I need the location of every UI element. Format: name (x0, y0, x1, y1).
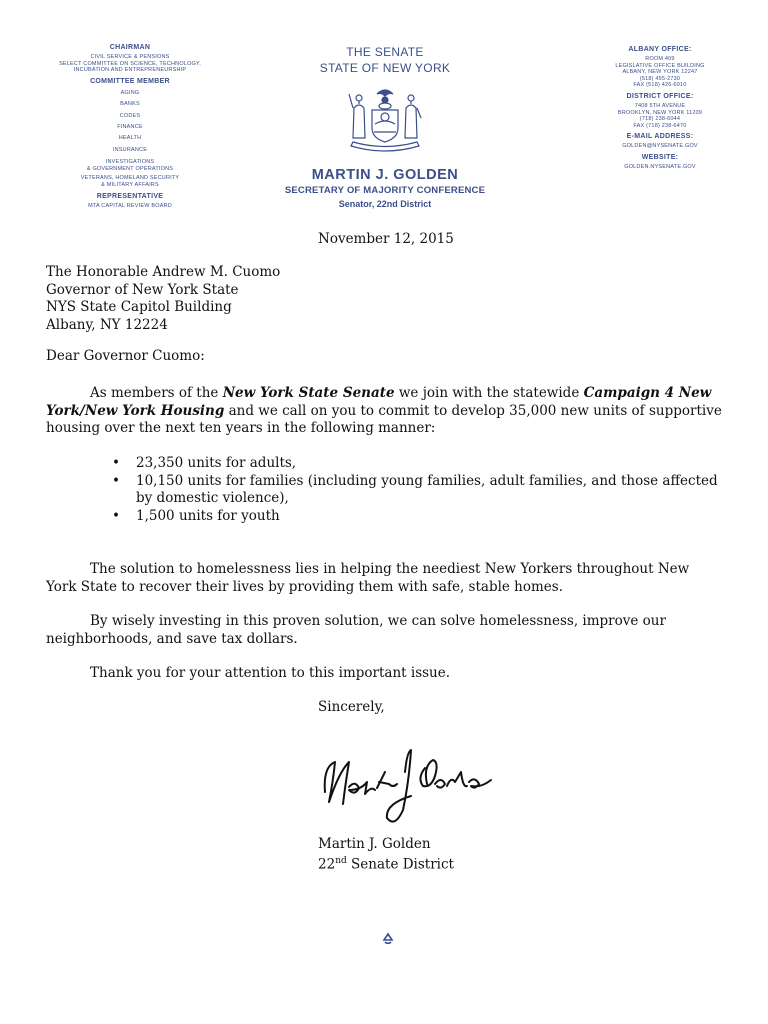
committee-line: CODES (119, 112, 141, 119)
paragraph-thanks: Thank you for your attention to this important issue. (90, 665, 451, 681)
new-york-state-seal-icon (339, 84, 431, 164)
paragraph-text: By wisely investing in this proven solution, we can solve homelessness, improve our neighborhoods, and save tax dollars. (46, 613, 666, 647)
committee-line: & MILITARY AFFAIRS (101, 182, 159, 188)
signer-name: Martin J. Golden (318, 836, 431, 852)
paragraph-intro (46, 385, 722, 438)
email-address: GOLDEN@NYSENATE.GOV (622, 143, 698, 150)
email-heading: E-MAIL ADDRESS: (626, 133, 694, 141)
paragraph-solution (46, 561, 722, 596)
district-office-heading: DISTRICT OFFICE: (626, 92, 694, 100)
senator-role: SECRETARY OF MAJORITY CONFERENCE (284, 185, 486, 196)
senate-title: THE SENATE (346, 45, 424, 59)
letter-date: November 12, 2015 (318, 231, 454, 247)
letterhead-center (270, 44, 500, 209)
list-item: • 10,150 units for families (including young families, adult families, and those affected by domestic violence), (110, 473, 730, 508)
committee-line: VETERANS, HOMELAND SECURITY (80, 175, 180, 182)
senator-name: MARTIN J. GOLDEN (311, 167, 459, 183)
list-item: • 23,350 units for adults, (110, 455, 730, 473)
albany-office-heading: ALBANY OFFICE: (628, 46, 692, 53)
district-number: 22 (318, 856, 336, 873)
state-title: STATE OF NEW YORK (319, 61, 451, 75)
committee-heading: COMMITTEE MEMBER (90, 77, 170, 85)
committee-line: & GOVERNMENT OPERATIONS (86, 165, 174, 172)
address-line: The Honorable Andrew M. Cuomo (46, 264, 281, 280)
albany-office-line: FAX (518) 426-6910 (633, 82, 687, 89)
district-office-line: 7408 5TH AVENUE (634, 102, 686, 109)
salutation: Dear Governor Cuomo: (46, 348, 205, 364)
committee-line: INVESTIGATIONS (105, 159, 155, 166)
address-line: Governor of New York State (46, 281, 239, 298)
housing-units-list (110, 455, 730, 525)
paragraph-text: we join with the statewide (394, 385, 584, 401)
district-ordinal: nd (335, 856, 347, 866)
albany-office-line: LEGISLATIVE OFFICE BUILDING (615, 62, 705, 69)
district-office-line: (718) 238-6044 (639, 116, 681, 123)
list-item: • 1,500 units for youth (110, 508, 730, 526)
recipient-address (46, 264, 280, 334)
letterhead-offices (600, 46, 720, 171)
district-label: Senate District (346, 856, 454, 873)
website-heading: WEBSITE: (641, 153, 679, 161)
chairman-line: INCUBATION AND ENTREPRENEURSHIP (73, 67, 187, 74)
signer-district (318, 853, 454, 874)
committee-line: BANKS (120, 101, 140, 108)
committee-line: AGING (120, 89, 140, 96)
albany-office-line: ROOM 409 (645, 56, 675, 62)
albany-office-line: (518) 455-2730 (639, 75, 681, 82)
representative-line: MTA CAPITAL REVIEW BOARD (88, 202, 172, 209)
committee-line: HEALTH (118, 135, 142, 142)
senate-emphasis: New York State Senate (222, 385, 395, 401)
paragraph-investing (46, 613, 722, 648)
committee-line: INSURANCE (112, 146, 148, 153)
paragraph-text: As members of the (90, 385, 223, 401)
chairman-line: SELECT COMMITTEE ON SCIENCE, TECHNOLOGY, (59, 60, 201, 67)
chairman-line: CIVIL SERVICE & PENSIONS (90, 54, 170, 60)
district-office-line: FAX (718) 238-6470 (633, 122, 687, 129)
chairman-heading: CHAIRMAN (109, 44, 151, 51)
committee-line: FINANCE (117, 124, 143, 130)
campaign-emphasis: Campaign 4 New York/New York Housing (46, 385, 712, 419)
address-line: Albany, NY 12224 (46, 316, 168, 333)
letterhead-committees (45, 44, 215, 209)
website-address: GOLDEN.NYSENATE.GOV (624, 163, 696, 170)
paragraph-text: and we call on you to commit to develop 35,000 new units of supportive housing over the next ten years in the following manner: (46, 402, 722, 436)
representative-heading: REPRESENTATIVE (96, 192, 164, 200)
senator-district: Senator, 22nd District (338, 199, 432, 209)
signer-block (318, 836, 454, 874)
closing: Sincerely, (318, 699, 385, 715)
district-office-line: BROOKLYN, NEW YORK 11209 (617, 109, 703, 116)
recycle-icon (380, 932, 396, 948)
paragraph-text: The solution to homelessness lies in helping the neediest New Yorkers throughout New York State to recover their lives by providing them with safe, stable homes. (46, 561, 690, 595)
albany-office-line: ALBANY, NEW YORK 12247 (622, 69, 698, 76)
handwritten-signature (315, 732, 500, 832)
address-line: NYS State Capitol Building (46, 299, 232, 315)
